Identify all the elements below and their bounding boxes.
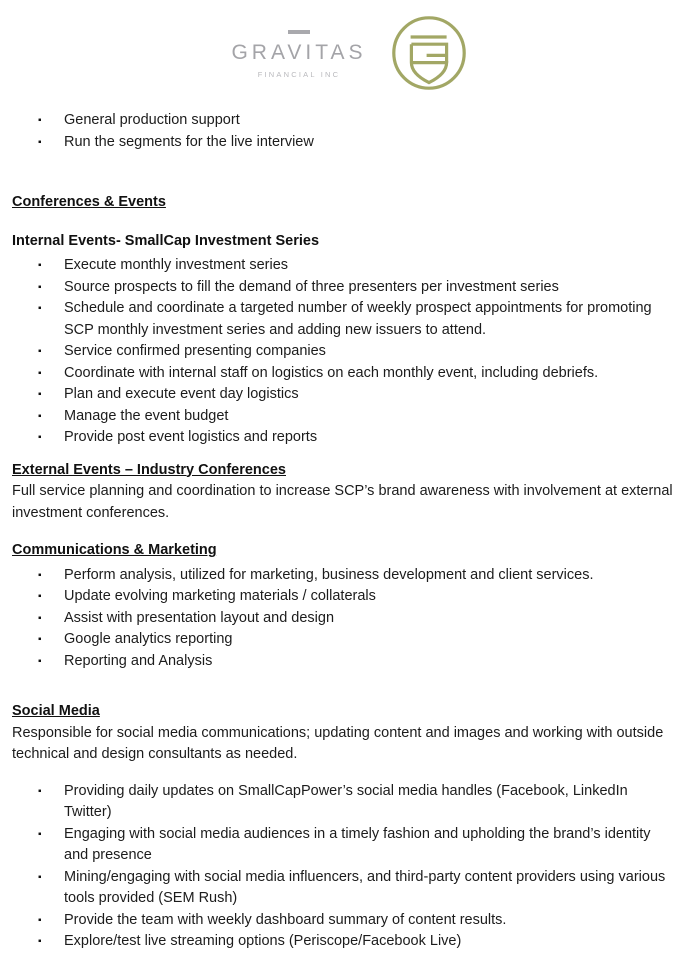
- list-item-text: Engaging with social media audiences in a timely fashion and upholding the brand’s identity and presence: [64, 825, 651, 863]
- bullet-icon: ▪: [38, 634, 42, 645]
- bullet-icon: ▪: [38, 432, 42, 443]
- list-item: [12, 565, 688, 587]
- bullet-icon: ▪: [38, 591, 42, 602]
- bullet-icon: ▪: [38, 612, 42, 624]
- bullet-icon: ▪: [38, 367, 42, 379]
- list-item-text: Coordinate with internal staff on logistics on each monthly event, including debriefs.: [64, 364, 599, 381]
- list-item-text: Explore/test live streaming options (Periscope/Facebook Live): [64, 933, 462, 949]
- social-media-paragraph: Responsible for social media communications; updating content and images and working with outside technical and design consultants as needed.: [12, 724, 664, 762]
- bullet-icon: ▪: [38, 410, 42, 422]
- list-item: [12, 298, 688, 341]
- bullet-icon: ▪: [38, 828, 42, 840]
- bullet-icon: ▪: [38, 346, 42, 357]
- list-item-text: Plan and execute event day logistics: [64, 386, 299, 402]
- logo-header: [12, 0, 688, 100]
- list-item: [12, 363, 688, 385]
- bullet-icon: ▪: [38, 785, 42, 797]
- list-item-text: Schedule and coordinate a targeted number of weekly prospect appointments for promoting SCP monthly investment series and adding new issuers to attend.: [64, 300, 652, 338]
- bullet-icon: ▪: [38, 914, 42, 926]
- bullet-icon: ▪: [38, 303, 42, 314]
- list-item-text: Provide the team with weekly dashboard summary of content results.: [64, 911, 507, 928]
- list-item-text: Providing daily updates on SmallCapPower’s social media handles (Facebook, LinkedIn Twitter): [64, 782, 628, 820]
- list-item-text: Assist with presentation layout and design: [64, 609, 335, 626]
- bullet-icon: ▪: [38, 655, 42, 667]
- bullet-icon: ▪: [38, 936, 42, 947]
- list-item: [12, 255, 688, 277]
- list-item-text: Manage the event budget: [64, 407, 229, 424]
- list-item: [12, 110, 688, 132]
- heading-conferences-events: Conferences & Events: [12, 194, 166, 210]
- bullet-icon: ▪: [38, 115, 42, 126]
- list-item-text: General production support: [64, 112, 240, 128]
- list-item: [12, 406, 688, 428]
- list-item-text: Google analytics reporting: [64, 631, 233, 647]
- bullet-icon: ▪: [38, 281, 42, 293]
- list-item: [12, 781, 688, 824]
- bullet-icon: ▪: [38, 871, 42, 883]
- bullet-icon: ▪: [38, 260, 42, 271]
- list-item: [12, 586, 688, 608]
- gravitas-wordmark: [231, 30, 366, 79]
- heading-social-media: Social Media: [12, 703, 100, 719]
- list-item-text: Execute monthly investment series: [64, 257, 289, 273]
- list-item-text: Mining/engaging with social media influencers, and third-party content providers using various tools provided (SEM Rush): [64, 868, 666, 906]
- list-item-text: Perform analysis, utilized for marketing, business development and client services.: [64, 566, 594, 583]
- list-item-text: Provide post event logistics and reports: [64, 429, 318, 445]
- heading-internal-events: Internal Events- SmallCap Investment Series: [12, 232, 320, 249]
- list-item-text: Update evolving marketing materials / collaterals: [64, 588, 376, 604]
- list-item: [12, 651, 688, 673]
- list-item: [12, 629, 688, 651]
- list-item-text: Run the segments for the live interview: [64, 133, 314, 150]
- communications-bullet-list: [12, 565, 688, 673]
- internal-events-bullet-list: [12, 255, 688, 449]
- g-shield-icon: [389, 13, 469, 93]
- intro-bullet-list: [12, 110, 688, 153]
- list-item-text: Service confirmed presenting companies: [64, 343, 326, 359]
- list-item: [12, 910, 688, 932]
- list-item: [12, 824, 688, 867]
- list-item-text: Reporting and Analysis: [64, 652, 213, 669]
- bullet-icon: ▪: [38, 569, 42, 581]
- list-item: [12, 277, 688, 299]
- list-item: [12, 867, 688, 910]
- bullet-icon: ▪: [38, 389, 42, 400]
- list-item: [12, 384, 688, 406]
- external-events-paragraph: Full service planning and coordination to increase SCP’s brand awareness with involvement at external investment conferences.: [12, 483, 673, 521]
- list-item: [12, 341, 688, 363]
- brand-name: GRAVITAS: [231, 40, 367, 64]
- list-item-text: Source prospects to fill the demand of three presenters per investment series: [64, 278, 559, 295]
- document-body: [12, 110, 688, 953]
- heading-communications-marketing: Communications & Marketing: [12, 542, 217, 558]
- brand-subtitle: FINANCIAL INC: [257, 69, 341, 79]
- list-item: [12, 608, 688, 630]
- social-media-bullet-list: [12, 781, 688, 953]
- bullet-icon: ▪: [38, 136, 42, 148]
- list-item: [12, 931, 688, 953]
- wordmark-dash: [288, 30, 310, 34]
- heading-external-events: External Events – Industry Conferences: [12, 461, 286, 478]
- list-item: [12, 427, 688, 449]
- list-item: [12, 132, 688, 154]
